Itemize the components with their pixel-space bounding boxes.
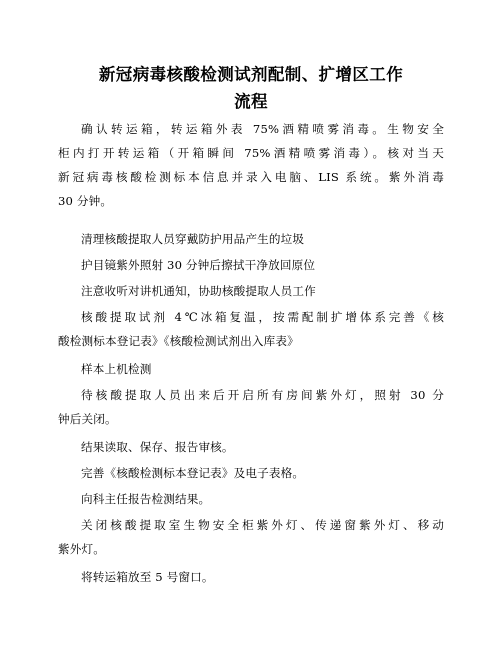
- paragraph-12: [58, 565, 444, 589]
- paragraph-1: [58, 117, 444, 213]
- paragraph-line: 待核酸提取人员出来后开启所有房间紫外灯，照射 30 分: [81, 388, 444, 402]
- paragraph-line: 核酸提取试剂 4℃冰箱复温，按需配制扩增体系完善《核: [81, 310, 444, 324]
- paragraph-line: 注意收听对讲机通知，协助核酸提取人员工作: [81, 284, 316, 298]
- paragraph-line: 关闭核酸提取室生物安全柜紫外灯、传递窗紫外灯、移动: [81, 518, 444, 532]
- paragraph-line: 柜内打开转运箱（开箱瞬间 75%酒精喷雾消毒）。核对当天: [58, 146, 444, 160]
- paragraph-line: 样本上机检测: [81, 362, 152, 376]
- paragraph-10: [58, 487, 444, 511]
- paragraph-2: [58, 227, 444, 251]
- document-title-line-1: 新冠病毒核酸检测试剂配制、扩增区工作: [98, 65, 404, 84]
- paragraph-line: 紫外灯。: [58, 542, 105, 556]
- paragraph-3: [58, 253, 444, 277]
- paragraph-5: [58, 305, 444, 353]
- paragraph-line: 向科主任报告检测结果。: [81, 492, 211, 506]
- paragraph-line: 新冠病毒核酸检测标本信息并录入电脑、LIS 系统。紫外消毒: [58, 170, 444, 184]
- paragraph-7: [58, 383, 444, 431]
- paragraph-line: 清理核酸提取人员穿戴防护用品产生的垃圾: [81, 232, 305, 246]
- paragraph-4: [58, 279, 444, 303]
- paragraph-line: 钟后关闭。: [58, 412, 117, 426]
- paragraph-6: [58, 357, 444, 381]
- paragraph-8: [58, 435, 444, 459]
- paragraph-line: 结果读取、保存、报告审核。: [81, 440, 234, 454]
- paragraph-line: 将转运箱放至 5 号窗口。: [81, 570, 214, 584]
- paragraph-line: 护目镜紫外照射 30 分钟后擦拭干净放回原位: [81, 258, 316, 272]
- paragraph-line: 酸检测标本登记表》《核酸检测试剂出入库表》: [58, 334, 299, 348]
- paragraph-11: [58, 513, 444, 561]
- paragraph-line: 完善《核酸检测标本登记表》及电子表格。: [81, 466, 305, 480]
- paragraph-line: 确认转运箱，转运箱外表 75%酒精喷雾消毒。生物安全: [81, 122, 444, 136]
- paragraph-9: [58, 461, 444, 485]
- document-title-line-2: 流程: [234, 92, 268, 111]
- paragraph-line: 30 分钟。: [58, 194, 113, 208]
